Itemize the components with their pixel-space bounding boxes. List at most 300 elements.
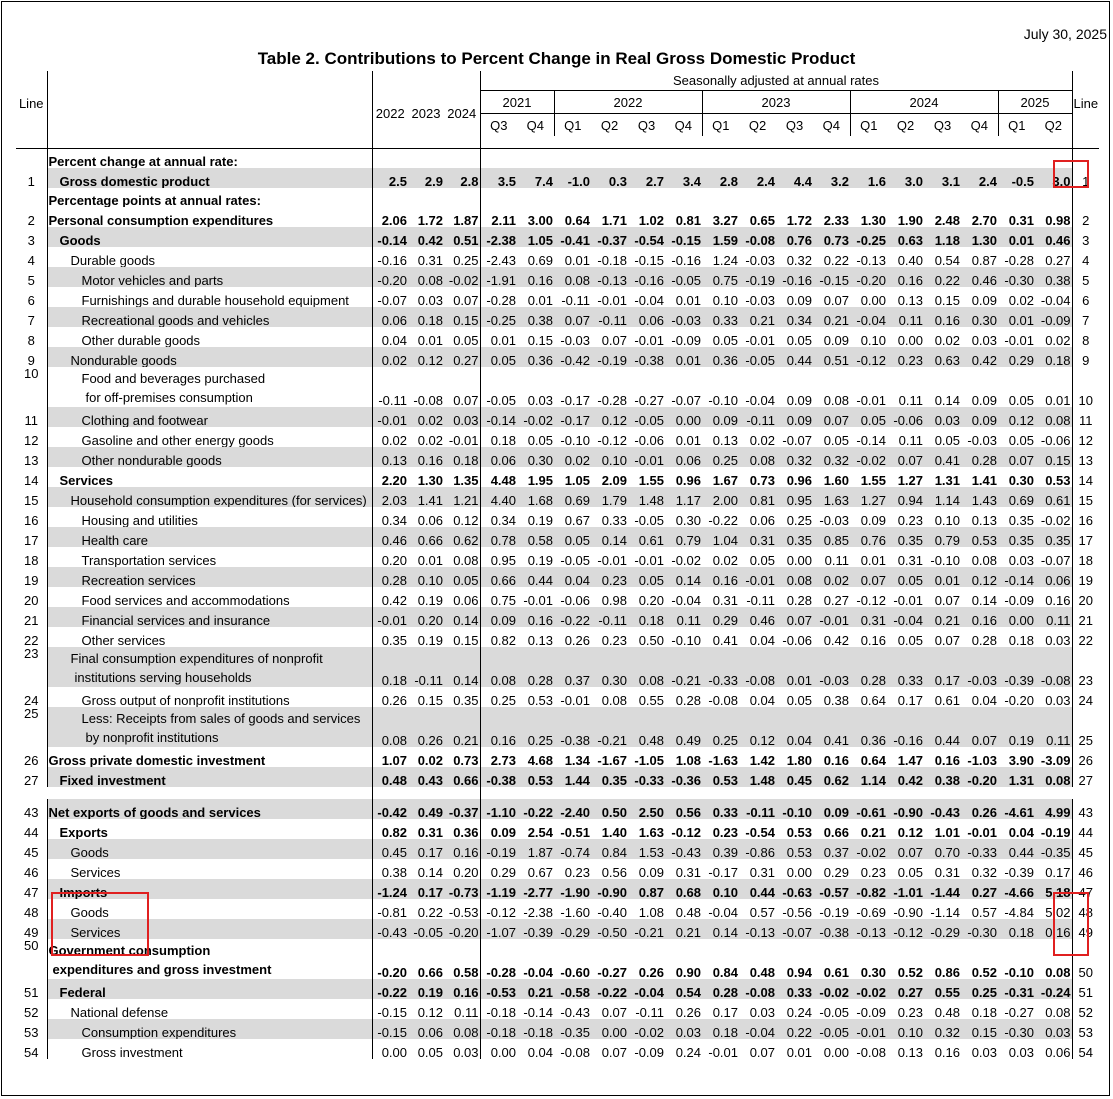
- value-cell: 0.30: [961, 307, 998, 327]
- row-line-number: 43: [16, 799, 47, 819]
- value-cell: 0.05: [527, 432, 553, 447]
- row-label-text: Imports: [59, 884, 108, 899]
- value-cell: 0.69: [527, 252, 553, 267]
- row-line-number: 7: [16, 307, 47, 327]
- table-row: [16, 899, 1099, 919]
- value-cell: 2.7: [628, 168, 665, 188]
- value-cell: 0.16: [444, 979, 480, 999]
- value-cell: 0.63: [887, 227, 924, 247]
- release-date: July 30, 2025: [1023, 26, 1107, 42]
- row-line-number: 54: [16, 1039, 47, 1059]
- value-cell: 0.03: [444, 407, 480, 427]
- value-cell: -0.38: [628, 347, 665, 367]
- value-cell: 0.08: [1035, 767, 1072, 787]
- value-cell: -0.02: [1040, 512, 1071, 527]
- value-cell: 0.68: [665, 879, 702, 899]
- row-line-number: 10: [16, 367, 47, 407]
- value-cell: 0.22: [924, 267, 961, 287]
- quarter-header: Q3: [637, 117, 656, 133]
- value-cell: -0.13: [591, 267, 628, 287]
- value-cell: 0.86: [934, 964, 960, 979]
- value-cell: 0.13: [712, 432, 738, 447]
- table-row: [16, 427, 1099, 447]
- value-cell: 0.38: [381, 864, 407, 879]
- value-cell: -0.16: [776, 267, 813, 287]
- value-cell: 0.12: [739, 707, 776, 747]
- row-label-text: Services: [70, 864, 121, 879]
- value-cell: 0.09: [702, 407, 739, 427]
- row-line-number: 18: [16, 547, 47, 567]
- value-cell: -0.16: [377, 252, 407, 267]
- value-cell: 0.28: [517, 647, 554, 687]
- row-line-number: 11: [16, 407, 47, 427]
- value-cell: 0.90: [675, 964, 701, 979]
- value-cell: -0.02: [850, 447, 887, 467]
- row-line-number-right: 24: [1072, 687, 1099, 707]
- value-cell: 0.66: [480, 567, 517, 587]
- row-label: [47, 799, 372, 819]
- value-cell: 0.44: [998, 839, 1035, 859]
- row-line-number-right: 27: [1072, 767, 1099, 787]
- value-cell: 0.41: [813, 707, 850, 747]
- value-cell: -1.60: [560, 904, 590, 919]
- section-row: [16, 188, 1099, 207]
- value-cell: -0.02: [850, 839, 887, 859]
- value-cell: 0.16: [887, 267, 924, 287]
- annual-year-header: 2023: [411, 105, 441, 121]
- value-cell: -0.01: [739, 567, 776, 587]
- value-cell: 0.11: [898, 432, 923, 447]
- value-cell: 0.42: [823, 632, 849, 647]
- value-cell: -0.33: [702, 647, 739, 687]
- value-cell: 3.4: [665, 168, 702, 188]
- value-cell: 1.31: [998, 767, 1035, 787]
- value-cell: -0.02: [517, 407, 554, 427]
- value-cell: -0.10: [708, 392, 738, 407]
- value-cell: 0.87: [971, 252, 997, 267]
- value-cell: -0.30: [998, 1019, 1035, 1039]
- value-cell: -0.04: [523, 964, 553, 979]
- value-cell: -0.40: [597, 904, 627, 919]
- value-cell: 0.05: [712, 332, 738, 347]
- table-row: [16, 627, 1099, 647]
- value-cell: 0.16: [1035, 919, 1072, 939]
- value-cell: -0.02: [671, 552, 701, 567]
- value-cell: 0.12: [998, 407, 1035, 427]
- value-cell: 0.03: [527, 392, 553, 407]
- value-cell: -0.90: [591, 879, 628, 899]
- value-cell: 0.21: [517, 979, 554, 999]
- value-cell: -0.14: [480, 407, 517, 427]
- value-cell: -0.37: [591, 227, 628, 247]
- row-label-text: Household consumption expenditures (for services): [70, 492, 367, 507]
- value-cell: 0.10: [702, 879, 739, 899]
- table-row: [16, 407, 1099, 427]
- table-row: [16, 347, 1099, 367]
- value-cell: 0.42: [408, 227, 444, 247]
- row-label-text: Other nondurable goods: [81, 452, 222, 467]
- value-cell: 0.56: [665, 799, 702, 819]
- value-cell: 0.16: [860, 632, 886, 647]
- value-cell: -0.06: [560, 592, 590, 607]
- value-cell: 0.07: [887, 839, 924, 859]
- value-cell: -0.17: [560, 392, 590, 407]
- spacer: [372, 149, 480, 168]
- value-cell: 0.16: [408, 447, 444, 467]
- value-cell: -0.04: [1040, 292, 1071, 307]
- value-cell: 0.05: [444, 567, 480, 587]
- value-cell: 0.09: [823, 332, 849, 347]
- value-cell: 0.35: [591, 767, 628, 787]
- value-cell: -0.16: [887, 707, 924, 747]
- value-cell: 0.02: [813, 567, 850, 587]
- value-cell: 0.07: [444, 287, 480, 307]
- value-cell: -0.21: [665, 647, 702, 687]
- value-cell: 0.29: [490, 864, 516, 879]
- value-cell: 0.05: [1008, 432, 1034, 447]
- quarter-header: Q1: [998, 114, 1035, 137]
- value-cell: 0.30: [860, 964, 886, 979]
- row-label-text: Gross output of nonprofit institutions: [81, 692, 290, 707]
- value-cell: -0.5: [998, 168, 1035, 188]
- value-cell: 0.12: [417, 1004, 443, 1019]
- value-cell: -0.22: [708, 512, 738, 527]
- value-cell: -4.84: [1004, 904, 1034, 919]
- value-cell: -0.15: [377, 1004, 407, 1019]
- value-cell: 0.29: [823, 864, 849, 879]
- row-label-text: Transportation services: [81, 552, 217, 567]
- value-cell: -0.09: [634, 1044, 664, 1059]
- row-line-number: 49: [16, 919, 47, 939]
- value-cell: 1.41: [971, 472, 997, 487]
- value-cell: 0.70: [924, 839, 961, 859]
- value-cell: -0.20: [372, 267, 408, 287]
- row-label-text: Exports: [59, 824, 108, 839]
- row-label-text: Food services and accommodations: [81, 592, 290, 607]
- value-cell: 0.44: [924, 707, 961, 747]
- value-cell: -0.01: [560, 692, 590, 707]
- table-row: [16, 287, 1099, 307]
- row-label-text: Fixed investment: [59, 772, 166, 787]
- value-cell: 0.12: [408, 347, 444, 367]
- row-label-text-continued: for off-premises consumption: [85, 389, 253, 405]
- section-row: [16, 149, 1099, 168]
- quarter-header: Q3: [933, 117, 952, 133]
- value-cell: 1.14: [850, 767, 887, 787]
- row-label: [47, 307, 372, 327]
- value-cell: 0.05: [897, 632, 923, 647]
- row-label-text: Nondurable goods: [70, 352, 177, 367]
- value-cell: 0.87: [628, 879, 665, 899]
- value-cell: 0.85: [813, 527, 850, 547]
- row-label: [47, 547, 372, 567]
- value-cell: -0.04: [634, 292, 664, 307]
- value-cell: 0.27: [1045, 252, 1071, 267]
- value-cell: 0.08: [1035, 407, 1072, 427]
- row-label: [47, 207, 372, 227]
- value-cell: 0.02: [554, 447, 591, 467]
- row-label-text: Goods: [70, 904, 109, 919]
- value-cell: -0.28: [486, 964, 516, 979]
- value-cell: -1.05: [634, 752, 664, 767]
- value-cell: 0.33: [702, 307, 739, 327]
- value-cell: 2.33: [823, 212, 849, 227]
- value-cell: 0.31: [749, 864, 775, 879]
- value-cell: 0.00: [490, 1044, 516, 1059]
- value-cell: 0.67: [564, 512, 590, 527]
- value-cell: -0.11: [635, 1004, 664, 1019]
- value-cell: 3.0: [1035, 168, 1072, 188]
- value-cell: 0.14: [665, 567, 702, 587]
- value-cell: 0.96: [786, 472, 812, 487]
- quarter-header: Q2: [896, 117, 915, 133]
- value-cell: -0.38: [813, 919, 850, 939]
- value-cell: -0.20: [377, 964, 407, 979]
- value-cell: 0.73: [749, 472, 775, 487]
- row-line-number-right: 22: [1072, 627, 1099, 647]
- value-cell: -0.38: [554, 707, 591, 747]
- table-row: [16, 567, 1099, 587]
- value-cell: -0.10: [671, 632, 701, 647]
- value-cell: 0.36: [517, 347, 554, 367]
- value-cell: -0.03: [665, 307, 702, 327]
- value-cell: 1.41: [408, 487, 444, 507]
- value-cell: -0.04: [745, 392, 775, 407]
- row-label: [47, 899, 372, 919]
- value-cell: 0.45: [372, 839, 408, 859]
- value-cell: 0.28: [971, 632, 997, 647]
- value-cell: 1.02: [638, 212, 664, 227]
- value-cell: 0.14: [702, 919, 739, 939]
- value-cell: 0.00: [823, 1044, 849, 1059]
- table-row: [16, 647, 1099, 687]
- table-row: [16, 367, 1099, 407]
- value-cell: 0.25: [517, 707, 554, 747]
- spacer: [480, 188, 1072, 207]
- value-cell: 0.05: [628, 567, 665, 587]
- value-cell: -0.01: [850, 1019, 887, 1039]
- value-cell: -0.08: [856, 1044, 886, 1059]
- table-row: [16, 307, 1099, 327]
- value-cell: 0.75: [702, 267, 739, 287]
- value-cell: 0.46: [739, 607, 776, 627]
- quarter-header: Q1: [554, 114, 591, 137]
- value-cell: -0.05: [634, 512, 664, 527]
- value-cell: 2.5: [372, 168, 408, 188]
- value-cell: 0.31: [897, 552, 923, 567]
- value-cell: 0.25: [786, 512, 812, 527]
- value-cell: 0.82: [381, 824, 407, 839]
- value-cell: 0.23: [897, 512, 923, 527]
- value-cell: 0.18: [971, 1004, 997, 1019]
- value-cell: 0.94: [786, 964, 812, 979]
- value-cell: 1.72: [786, 212, 812, 227]
- value-cell: 0.04: [381, 332, 407, 347]
- value-cell: 1.34: [564, 752, 590, 767]
- value-cell: 0.16: [1045, 592, 1071, 607]
- value-cell: 0.01: [860, 552, 886, 567]
- value-cell: -0.14: [372, 227, 408, 247]
- value-cell: 0.30: [675, 512, 701, 527]
- value-cell: -0.42: [372, 799, 408, 819]
- value-cell: 0.48: [372, 767, 408, 787]
- row-label-text: Furnishings and durable household equipment: [81, 292, 349, 307]
- value-cell: 0.08: [480, 647, 517, 687]
- value-cell: -0.03: [813, 647, 850, 687]
- row-label-text: Gasoline and other energy goods: [81, 432, 274, 447]
- value-cell: -0.58: [554, 979, 591, 999]
- value-cell: -0.15: [634, 252, 664, 267]
- value-cell: 0.62: [444, 527, 480, 547]
- table-row: [16, 527, 1099, 547]
- value-cell: -0.11: [378, 392, 407, 407]
- value-cell: 0.48: [749, 964, 775, 979]
- row-line-number: 17: [16, 527, 47, 547]
- value-cell: 0.53: [961, 527, 998, 547]
- value-cell: 0.19: [527, 552, 553, 567]
- row-line-number-right: 25: [1072, 707, 1099, 747]
- value-cell: -0.01: [523, 592, 553, 607]
- value-cell: 0.67: [527, 864, 553, 879]
- value-cell: 0.17: [924, 647, 961, 687]
- value-cell: 0.28: [702, 979, 739, 999]
- value-cell: 1.79: [591, 487, 628, 507]
- value-cell: 0.81: [739, 487, 776, 507]
- value-cell: 0.02: [417, 752, 443, 767]
- value-cell: 0.69: [554, 487, 591, 507]
- row-label: [47, 999, 372, 1019]
- value-cell: 0.28: [850, 647, 887, 687]
- value-cell: 2.8: [702, 168, 739, 188]
- row-line-number-right: 53: [1072, 1019, 1099, 1039]
- table-row: [16, 939, 1099, 979]
- value-cell: 0.76: [776, 227, 813, 247]
- value-cell: 0.23: [860, 864, 886, 879]
- row-line-number-right: 19: [1072, 567, 1099, 587]
- value-cell: 0.20: [381, 552, 407, 567]
- value-cell: 0.03: [1045, 632, 1071, 647]
- value-cell: 0.98: [1045, 212, 1071, 227]
- value-cell: -0.11: [591, 607, 628, 627]
- row-label: [47, 839, 372, 859]
- row-label-text-continued: by nonprofit institutions: [85, 729, 219, 745]
- row-line-number-right: 3: [1072, 227, 1099, 247]
- value-cell: 0.61: [823, 964, 849, 979]
- row-line-number: 26: [16, 747, 47, 767]
- value-cell: 0.12: [961, 567, 998, 587]
- value-cell: 0.15: [444, 307, 480, 327]
- row-label: [47, 687, 372, 707]
- value-cell: 0.61: [628, 527, 665, 547]
- row-label: [47, 647, 372, 687]
- value-cell: -0.05: [628, 407, 665, 427]
- row-line-number: 46: [16, 859, 47, 879]
- value-cell: 0.22: [776, 1019, 813, 1039]
- value-cell: -0.41: [554, 227, 591, 247]
- value-cell: 3.27: [712, 212, 738, 227]
- value-cell: 0.35: [444, 687, 480, 707]
- value-cell: -0.10: [1004, 964, 1034, 979]
- value-cell: -0.81: [377, 904, 407, 919]
- table-row: [16, 168, 1099, 188]
- value-cell: 0.95: [776, 487, 813, 507]
- value-cell: 0.31: [1008, 212, 1034, 227]
- row-label-text: Motor vehicles and parts: [81, 272, 224, 287]
- value-cell: 1.30: [860, 212, 886, 227]
- row-label: [47, 527, 372, 547]
- annual-header-blank: [372, 71, 480, 91]
- row-line-number: 51: [16, 979, 47, 999]
- value-cell: 2.4: [961, 168, 998, 188]
- value-cell: 0.23: [564, 864, 590, 879]
- row-line-number-right: 48: [1072, 899, 1099, 919]
- value-cell: -0.13: [739, 919, 776, 939]
- value-cell: 0.06: [417, 512, 443, 527]
- value-cell: 0.03: [971, 1044, 997, 1059]
- row-label: [47, 859, 372, 879]
- table-row: [16, 1039, 1099, 1059]
- row-line-number-right: [1072, 149, 1099, 168]
- value-cell: -0.05: [486, 392, 516, 407]
- value-cell: -0.04: [850, 307, 887, 327]
- value-cell: 0.21: [813, 307, 850, 327]
- value-cell: 0.01: [675, 292, 701, 307]
- value-cell: 0.79: [665, 527, 702, 547]
- value-cell: 0.12: [591, 407, 628, 427]
- value-cell: -0.20: [850, 267, 887, 287]
- table-row: [16, 547, 1099, 567]
- value-cell: 0.19: [527, 512, 553, 527]
- value-cell: 0.55: [924, 979, 961, 999]
- value-cell: 0.14: [444, 647, 480, 687]
- value-cell: 4.4: [776, 168, 813, 188]
- row-label-text: Other durable goods: [81, 332, 201, 347]
- value-cell: -0.06: [634, 432, 664, 447]
- value-cell: -0.63: [776, 879, 813, 899]
- value-cell: -0.37: [444, 799, 480, 819]
- value-cell: 2.48: [934, 212, 960, 227]
- row-label-text: Goods: [59, 232, 101, 247]
- table-row: [16, 507, 1099, 527]
- row-label: [47, 507, 372, 527]
- value-cell: -0.08: [1035, 647, 1072, 687]
- value-cell: -0.04: [708, 904, 738, 919]
- row-line-number-right: 54: [1072, 1039, 1099, 1059]
- row-line-number-right: 44: [1072, 819, 1099, 839]
- value-cell: -0.17: [554, 407, 591, 427]
- value-cell: -0.13: [856, 252, 886, 267]
- value-cell: 0.65: [749, 212, 775, 227]
- row-line-number-right: 52: [1072, 999, 1099, 1019]
- quarter-header: Q4: [674, 117, 692, 133]
- value-cell: -0.03: [961, 647, 998, 687]
- value-cell: 0.24: [675, 1044, 701, 1059]
- value-cell: -1.24: [372, 879, 408, 899]
- value-cell: -0.14: [998, 567, 1035, 587]
- value-cell: 0.20: [444, 859, 480, 879]
- value-cell: 1.53: [628, 839, 665, 859]
- spacer: [480, 136, 1072, 149]
- value-cell: -0.43: [560, 1004, 590, 1019]
- value-cell: -0.24: [1035, 979, 1072, 999]
- value-cell: 0.45: [776, 767, 813, 787]
- quarter-header: Q4: [822, 117, 840, 133]
- value-cell: 3.00: [527, 212, 553, 227]
- value-cell: 5.02: [1045, 904, 1071, 919]
- value-cell: -0.50: [591, 919, 628, 939]
- quarter-header: Q3: [785, 117, 804, 133]
- value-cell: -0.30: [961, 919, 998, 939]
